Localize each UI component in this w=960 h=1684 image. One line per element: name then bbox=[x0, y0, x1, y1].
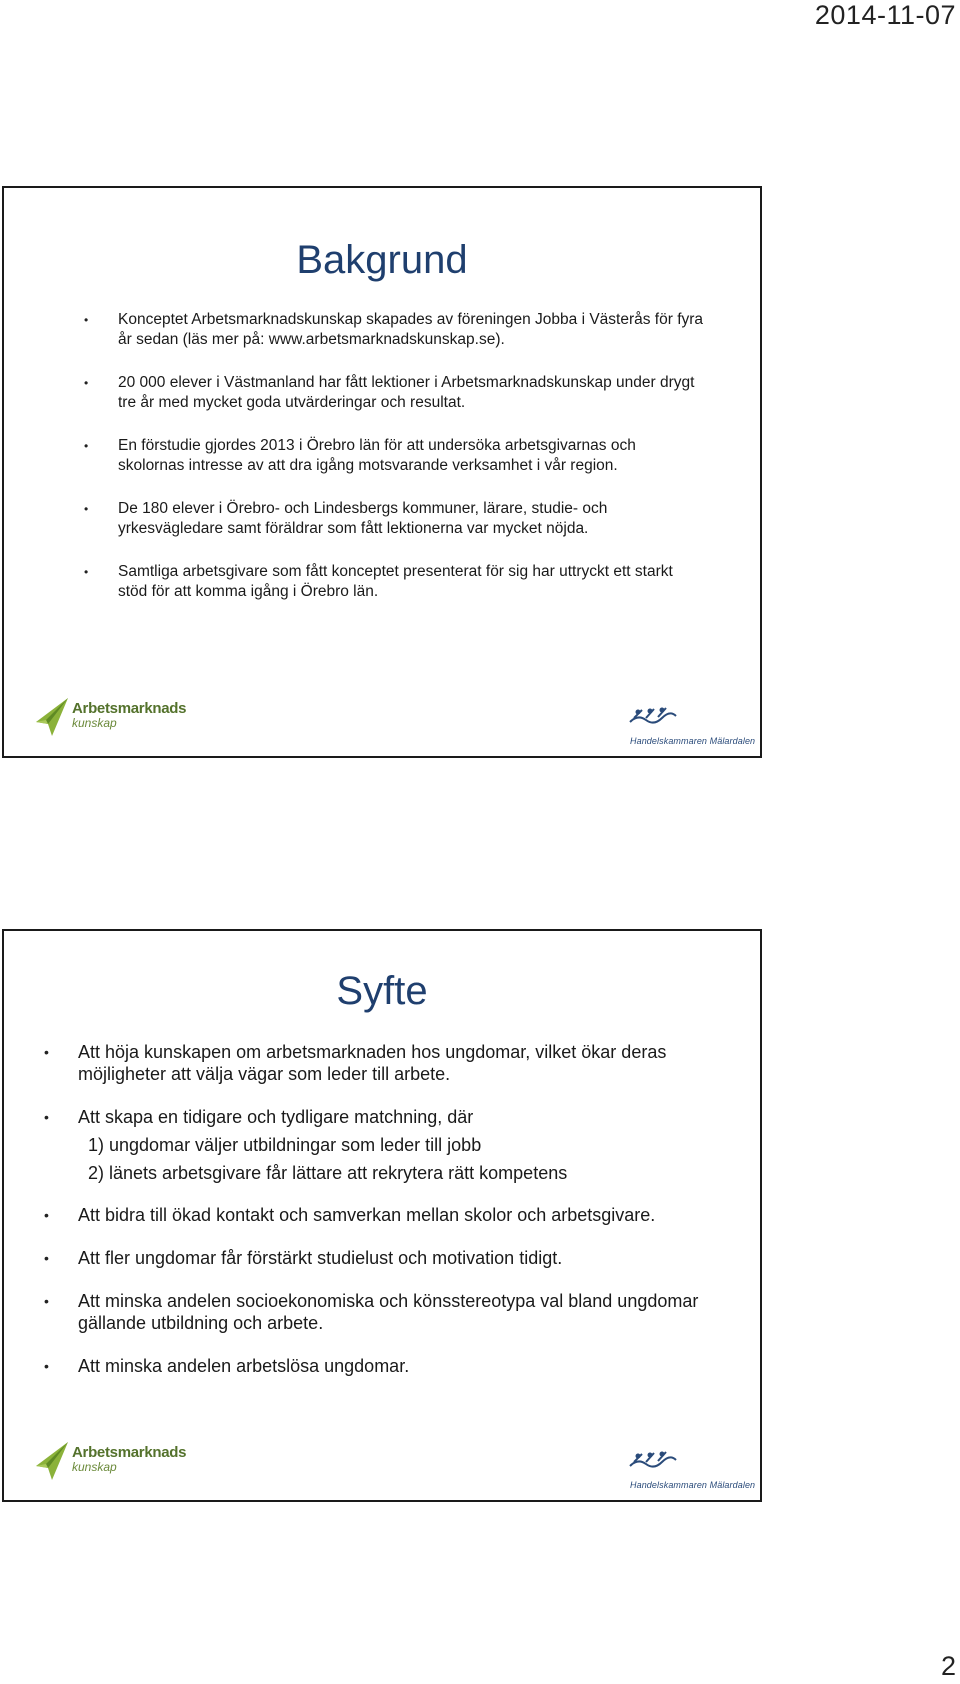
bullet-list bbox=[84, 310, 704, 625]
bullet-text: Konceptet Arbetsmarknadskunskap skapades av föreningen Jobba i Västerås för fyra år sedan (läs mer på: www.arbetsmarknadskunskap.se). bbox=[118, 311, 704, 348]
list-item bbox=[84, 436, 704, 476]
slide-title: Syfte bbox=[336, 969, 428, 1013]
sub-item: 2) länets arbetsgivare får lättare att rekrytera rätt kompetens bbox=[88, 1163, 568, 1183]
bullet-text: En förstudie gjordes 2013 i Örebro län för att undersöka arbetsgivarnas och skolornas intresse av att dra igång motsvarande verksamhet i vår region. bbox=[118, 437, 636, 474]
page-date: 2014-11-07 bbox=[814, 0, 956, 30]
list-item bbox=[84, 373, 704, 413]
bullet-icon: • bbox=[44, 1207, 49, 1223]
bullet-icon: • bbox=[44, 1044, 49, 1060]
sub-item: 1) ungdomar väljer utbildningar som leder till jobb bbox=[88, 1135, 482, 1155]
bullet-icon: • bbox=[44, 1358, 49, 1374]
bullet-icon: • bbox=[84, 502, 89, 516]
paper-plane-logo-icon bbox=[34, 1440, 70, 1482]
bullet-icon: • bbox=[84, 376, 89, 390]
list-item bbox=[84, 499, 704, 539]
list-item bbox=[44, 1106, 724, 1184]
list-item bbox=[84, 562, 704, 602]
bullet-text: De 180 elever i Örebro- och Lindesbergs kommuner, lärare, studie- och yrkesvägledare samt föräldrar som fått lektionerna var mycket nöjda. bbox=[118, 500, 608, 537]
logo-subword: kunskap bbox=[72, 1460, 117, 1474]
bullet-list bbox=[44, 1041, 724, 1398]
rowing-team-logo-icon bbox=[628, 1450, 678, 1472]
rowing-team-logo-icon bbox=[628, 706, 678, 728]
bullet-icon: • bbox=[84, 565, 89, 579]
list-item bbox=[44, 1204, 724, 1226]
slide-syfte bbox=[2, 929, 762, 1502]
bullet-text: Att minska andelen arbetslösa ungdomar. bbox=[78, 1356, 410, 1376]
arbetsmarknadskunskap-logo bbox=[34, 1440, 187, 1488]
list-item bbox=[44, 1355, 724, 1377]
bullet-icon: • bbox=[44, 1293, 49, 1309]
bullet-text: Att bidra till ökad kontakt och samverkan mellan skolor och arbetsgivare. bbox=[78, 1205, 656, 1225]
bullet-icon: • bbox=[44, 1250, 49, 1266]
paper-plane-logo-icon bbox=[34, 696, 70, 738]
bullet-icon: • bbox=[84, 439, 89, 453]
logo-subword: kunskap bbox=[72, 716, 117, 730]
arbetsmarknadskunskap-logo bbox=[34, 696, 187, 744]
bullet-text: Samtliga arbetsgivare som fått konceptet presenterat för sig har uttryckt ett starkt stöd för att komma igång i Örebro län. bbox=[118, 563, 673, 600]
logo-wordmark: Arbetsmarknads bbox=[72, 700, 187, 717]
bullet-text: Att minska andelen socioekonomiska och könsstereotypa val bland ungdomar gällande utbildning och arbete. bbox=[78, 1291, 699, 1333]
bullet-text: Att fler ungdomar får förstärkt studielust och motivation tidigt. bbox=[78, 1248, 563, 1268]
list-item bbox=[44, 1290, 724, 1334]
bullet-icon: • bbox=[84, 313, 89, 327]
handelskammaren-logo bbox=[626, 706, 756, 746]
bullet-icon: • bbox=[44, 1109, 49, 1125]
logo-caption: Handelskammaren Mälardalen bbox=[630, 736, 756, 746]
list-item bbox=[44, 1041, 724, 1085]
list-item bbox=[44, 1247, 724, 1269]
handelskammaren-logo bbox=[626, 1450, 756, 1490]
slide-bakgrund bbox=[2, 186, 762, 758]
logo-caption: Handelskammaren Mälardalen bbox=[630, 1480, 756, 1490]
bullet-text: Att höja kunskapen om arbetsmarknaden hos ungdomar, vilket ökar deras möjligheter att välja vägar som leder till arbete. bbox=[78, 1042, 667, 1084]
bullet-text: 20 000 elever i Västmanland har fått lektioner i Arbetsmarknadskunskap under drygt tre år med mycket goda utvärderingar och resultat. bbox=[118, 374, 695, 411]
list-item bbox=[84, 310, 704, 350]
bullet-text: Att skapa en tidigare och tydligare matchning, där bbox=[78, 1107, 474, 1127]
page-number: 2 bbox=[940, 1651, 956, 1681]
logo-wordmark: Arbetsmarknads bbox=[72, 1444, 187, 1461]
slide-title: Bakgrund bbox=[296, 238, 468, 282]
